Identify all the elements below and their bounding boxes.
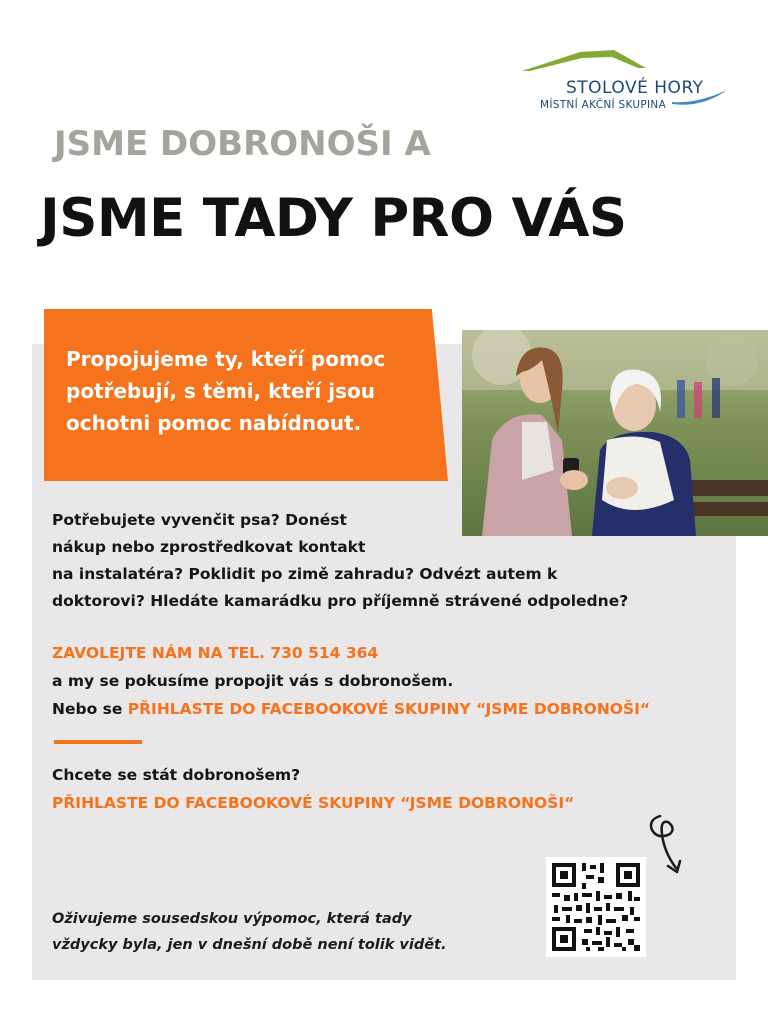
qr-code-icon xyxy=(546,857,646,957)
logo-title: STOLOVÉ HORY xyxy=(566,78,704,98)
logo-subtitle: MÍSTNÍ AKČNÍ SKUPINA xyxy=(540,99,667,111)
phone-callout: ZAVOLEJTE NÁM NA TEL. 730 514 364 xyxy=(52,644,379,662)
call-line-3 xyxy=(52,696,650,722)
qr-code[interactable] xyxy=(546,857,646,957)
volunteer-question: Chcete se stát dobronošem? xyxy=(52,766,301,784)
call-line-2: a my se pokusíme propojit vás s dobronošem. xyxy=(52,672,454,690)
questions-line: na instalatéra? Poklidit po zimě zahradu? Odvézt autem k xyxy=(52,565,558,583)
headline-line-2: JSME TADY PRO VÁS xyxy=(40,188,627,249)
questions-line: doktorovi? Hledáte kamarádku pro příjemně strávené odpoledne? xyxy=(52,592,629,610)
intro-line: ochotni pomoc nabídnout. xyxy=(66,411,362,435)
footer-text xyxy=(52,906,447,958)
logo xyxy=(522,46,732,116)
intro-line: potřebují, s těmi, kteří jsou xyxy=(66,379,375,403)
intro-line: Propojujeme ty, kteří pomoc xyxy=(66,347,386,371)
headline-line-1: JSME DOBRONOŠI A xyxy=(54,124,431,164)
volunteer-cta[interactable]: PŘIHLASTE DO FACEBOOKOVÉ SKUPINY “JSME DOBRONOŠI“ xyxy=(52,794,575,812)
photo-women-with-phone xyxy=(462,330,768,536)
questions-line: nákup nebo zprostředkovat kontakt xyxy=(52,538,366,556)
footer-line: Oživujeme sousedskou výpomoc, která tady xyxy=(52,911,412,927)
orange-divider xyxy=(54,740,142,744)
questions-line: Potřebujete vyvenčit psa? Donést xyxy=(52,511,347,529)
facebook-group-link[interactable]: PŘIHLASTE DO FACEBOOKOVÉ SKUPINY “JSME DOBRONOŠI“ xyxy=(127,700,651,718)
footer-line: vždycky byla, jen v dnešní době není tolik vidět. xyxy=(52,937,447,953)
questions-text xyxy=(52,507,628,615)
call-line-3-prefix: Nebo se xyxy=(52,700,128,718)
intro-text xyxy=(66,343,446,439)
curly-arrow-icon xyxy=(646,812,690,878)
photo-illustration xyxy=(462,330,768,536)
